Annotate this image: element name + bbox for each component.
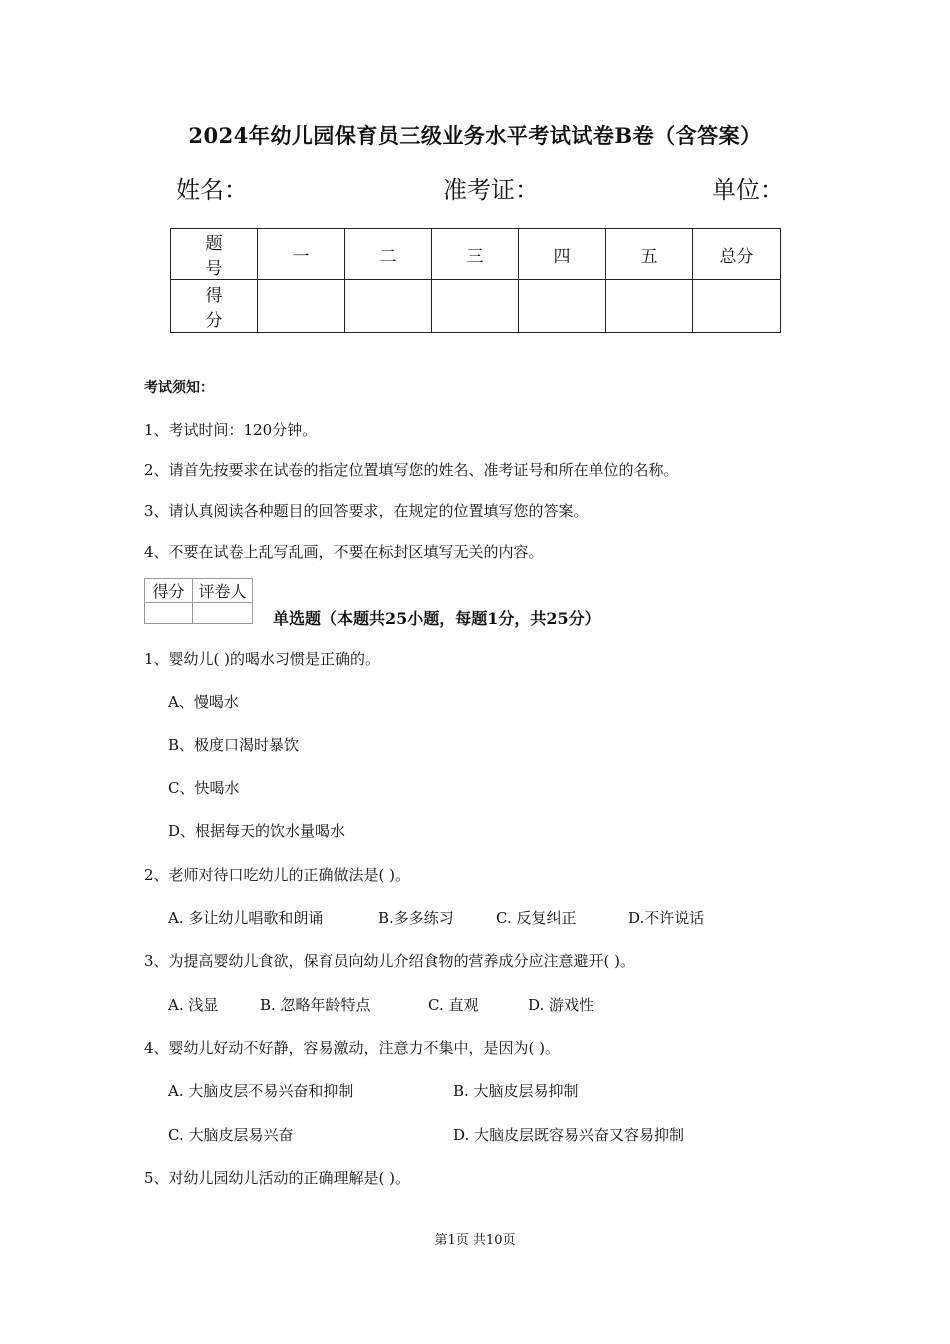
option: A. 浅显 [168,996,219,1014]
question-stem: 1、婴幼儿( )的喝水习惯是正确的。 [144,650,381,668]
score-cell-total[interactable] [693,280,781,333]
question-stem: 2、老师对待口吃幼儿的正确做法是( )。 [144,866,411,884]
grader-score-cell[interactable] [145,603,193,624]
option: D. 大脑皮层既容易兴奋又容易抑制 [453,1126,685,1144]
notice-item: 3、请认真阅读各种题目的回答要求，在规定的位置填写您的答案。 [144,502,589,520]
grader-name-label: 评卷人 [193,579,253,603]
unit-field-label: 单位： [712,176,784,204]
score-table-header-row [171,229,781,280]
option: A. 多让幼儿唱歌和朗诵 [168,909,324,927]
column-2: 二 [345,229,432,280]
section-title: 单选题（本题共25小题，每题1分，共25分） [273,609,601,628]
option: C、快喝水 [168,779,240,797]
score-cell[interactable] [345,280,432,333]
option: B. 大脑皮层易抑制 [453,1082,579,1100]
column-4: 四 [519,229,606,280]
score-cell[interactable] [519,280,606,333]
name-field-label: 姓名： [176,176,248,204]
page-title: 2024年幼儿园保育员三级业务水平考试试卷B卷（含答案） [188,123,762,148]
score-cell[interactable] [258,280,345,333]
option: A. 大脑皮层不易兴奋和抑制 [168,1082,354,1100]
exam-id-field-label: 准考证： [443,176,539,204]
option: D. 游戏性 [528,996,595,1014]
score-table [170,228,781,333]
notice-heading: 考试须知： [144,380,214,396]
question-stem: 4、婴幼儿好动不好静，容易激动，注意力不集中，是因为( )。 [144,1039,561,1057]
grader-box [144,578,253,624]
option: D、根据每天的饮水量喝水 [168,822,346,840]
page-footer: 第1页 共10页 [434,1233,516,1248]
grader-score-label: 得分 [145,579,193,603]
score-cell[interactable] [606,280,693,333]
column-3: 三 [432,229,519,280]
notice-item: 4、不要在试卷上乱写乱画，不要在标封区填写无关的内容。 [144,543,544,561]
column-total: 总分 [693,229,781,280]
grader-name-cell[interactable] [193,603,253,624]
option: C. 大脑皮层易兴奋 [168,1126,294,1144]
option: B.多多练习 [378,909,454,927]
question-stem: 5、对幼儿园幼儿活动的正确理解是( )。 [144,1169,411,1187]
option: B. 忽略年龄特点 [260,996,371,1014]
notice-item: 2、请首先按要求在试卷的指定位置填写您的姓名、准考证号和所在单位的名称。 [144,461,679,479]
option: D.不许说话 [628,909,705,927]
option: A、慢喝水 [168,693,239,711]
question-number-label: 题号 [171,229,258,280]
score-cell[interactable] [432,280,519,333]
notice-item: 1、考试时间：120分钟。 [144,421,318,439]
option: C. 直观 [428,996,479,1014]
option: B、极度口渴时暴饮 [168,736,300,754]
column-5: 五 [606,229,693,280]
score-label: 得分 [171,280,258,333]
score-table-score-row [171,280,781,333]
question-stem: 3、为提高婴幼儿食欲，保育员向幼儿介绍食物的营养成分应注意避开( )。 [144,952,636,970]
column-1: 一 [258,229,345,280]
option: C. 反复纠正 [496,909,577,927]
